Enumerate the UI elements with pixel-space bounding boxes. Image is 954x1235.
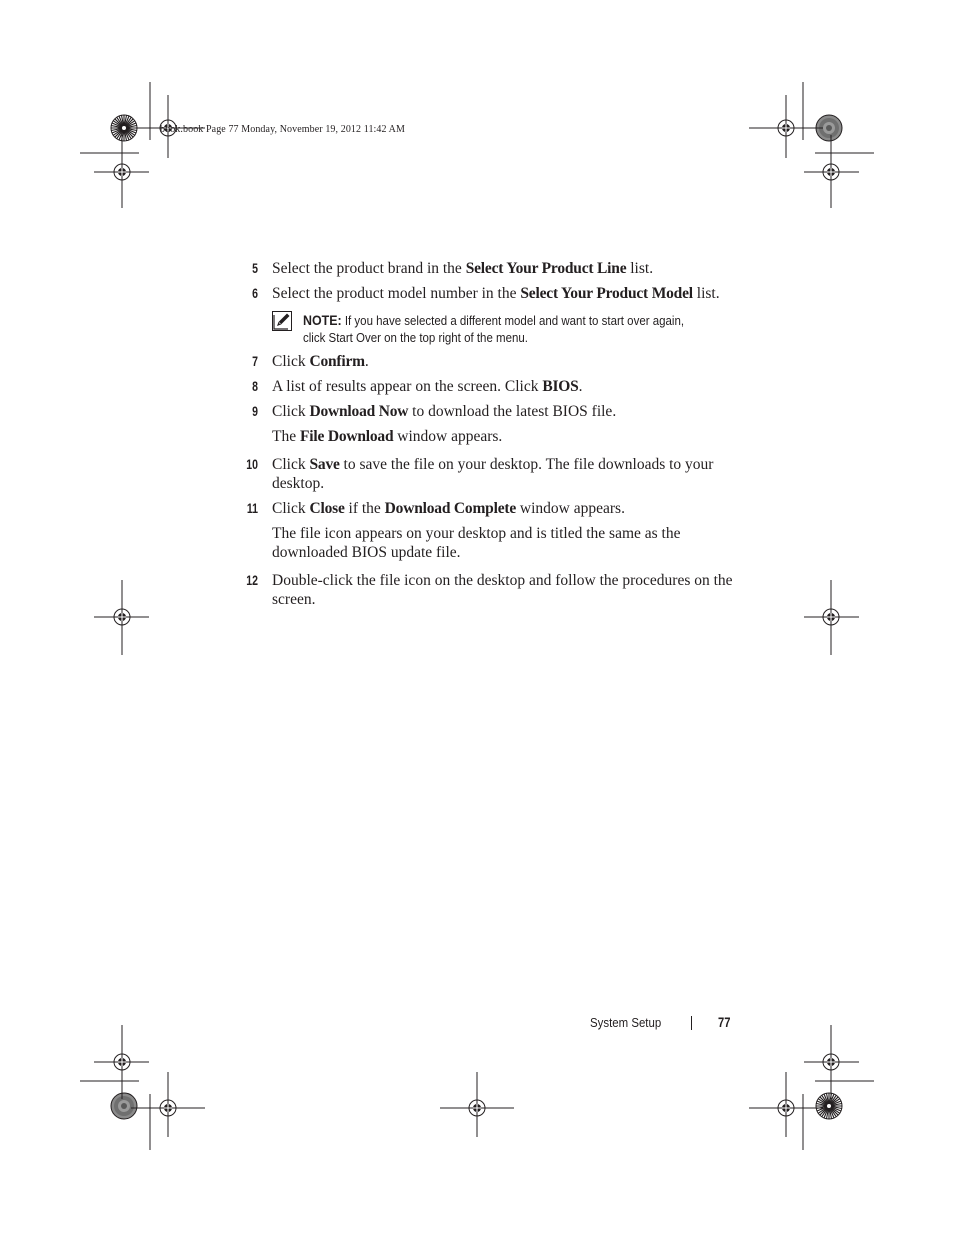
ui-term: Download Complete (384, 500, 517, 517)
step-text: Double-click the file icon on the desktop and follow the procedures on the screen. (272, 572, 733, 608)
step-text: Click Confirm. (272, 353, 369, 370)
pencil-note-icon (272, 311, 292, 331)
step-text: Click Download Now to download the latest BIOS file. (272, 403, 617, 420)
step-number: 8 (252, 379, 258, 394)
footer-section-title: System Setup (590, 1015, 662, 1030)
ui-term: Download Now (309, 403, 409, 420)
ui-term: Close (309, 500, 345, 517)
ui-term: Select Your Product Model (520, 285, 693, 302)
ui-term: BIOS (542, 378, 579, 395)
ui-term: File Download (299, 428, 394, 445)
step-number: 12 (246, 573, 258, 588)
step-number: 5 (252, 261, 258, 276)
step-text: Click Save to save the file on your desktop. The file downloads to your desktop. (272, 456, 714, 492)
step-text: Click Close if the Download Complete window appears. (272, 500, 625, 517)
step-number: 7 (252, 354, 258, 369)
step-text: A list of results appear on the screen. Click BIOS. (272, 378, 583, 395)
footer-divider (691, 1016, 692, 1030)
print-slug-line: book.book Page 77 Monday, November 19, 2012 11:42 AM (160, 124, 405, 135)
ui-term: Save (309, 456, 340, 473)
step-11-followup: The file icon appears on your desktop and is titled the same as the downloaded BIOS update file. (272, 525, 681, 561)
note-text: NOTE: If you have selected a different model and want to start over again, click Start Over on the top right of the menu. (303, 313, 685, 345)
step-number: 11 (246, 501, 258, 516)
step-text: Select the product brand in the Select Your Product Line list. (272, 260, 654, 277)
step-number: 6 (252, 286, 258, 301)
step-number: 9 (252, 404, 258, 419)
ui-term: Confirm (309, 353, 365, 370)
step-9-followup: The File Download window appears. (272, 428, 503, 445)
step-number: 10 (246, 457, 258, 472)
note-label: NOTE: (303, 313, 342, 328)
page-number: 77 (718, 1014, 731, 1030)
step-text: Select the product model number in the Select Your Product Model list. (272, 285, 720, 302)
ui-term: Select Your Product Line (465, 260, 627, 277)
